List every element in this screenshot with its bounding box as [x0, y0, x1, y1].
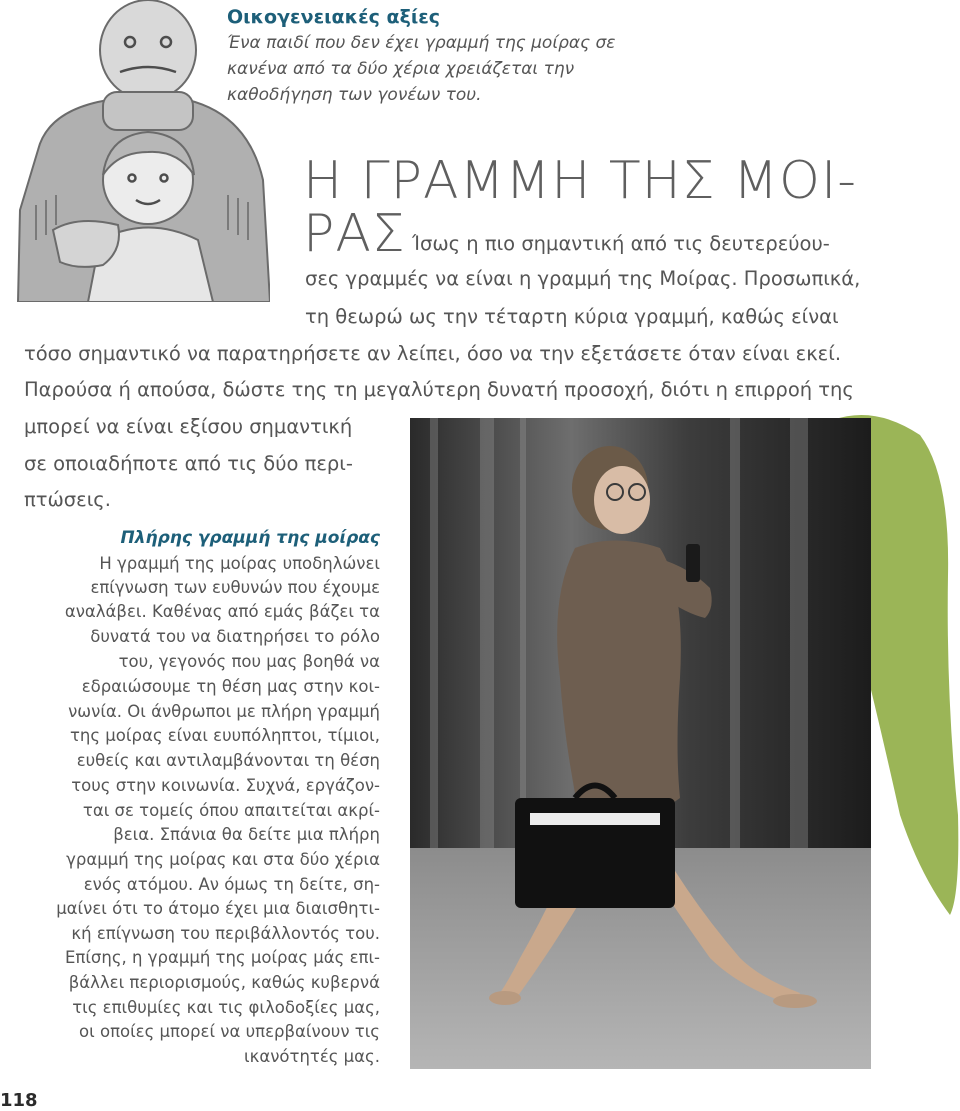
page-title: Η ΓΡΑΜΜΗ ΤΗΣ ΜΟΙ- [303, 151, 858, 211]
intro-line: σες γραμμές να είναι η γραμμή της Μοίρας. Προσωπικά, [305, 267, 861, 290]
section-line: μαίνει ότι το άτομο έχει μια διαισθητι- [56, 899, 380, 918]
page-number: 118 [0, 1090, 38, 1111]
intro-line: τη θεωρώ ως την τέταρτη κύρια γραμμή, καθώς είναι [305, 305, 839, 328]
intro-line: τόσο σημαντικό να παρατηρήσετε αν λείπει, όσο να την εξετάσετε όταν είναι εκεί. [24, 342, 842, 365]
intro-line: πτώσεις. [24, 488, 111, 511]
section-line: νωνία. Οι άνθρωποι με πλήρη γραμμή [68, 702, 380, 721]
section-line: ται σε τομείς όπου απαιτείται ακρί- [82, 801, 380, 820]
family-values-caption [227, 4, 616, 108]
section-line: του, γεγονός που μας βοηθά να [118, 652, 380, 671]
section-line: δυνατά του να διατηρήσει το ρόλο [90, 627, 380, 646]
intro-line: Ίσως η πιο σημαντική από τις δευτερεύου- [412, 232, 830, 255]
section-line: ενός ατόμου. Αν όμως τη δείτε, ση- [83, 875, 380, 894]
section-line: ευθείς και αντιλαμβάνονται τη θέση [76, 751, 380, 770]
section-line: επίγνωση των ευθυνών που έχουμε [90, 578, 380, 597]
page-title-continued: ΡΑΣ [303, 204, 406, 264]
intro-line: σε οποιαδήποτε από τις δύο περι- [24, 452, 353, 475]
section-line: βεια. Σπάνια θα δείτε μια πλήρη [113, 825, 380, 844]
section-line: ικανότητές μας. [244, 1047, 380, 1066]
intro-line: μπορεί να είναι εξίσου σημαντική [24, 415, 353, 438]
section-line: Επίσης, η γραμμή της μοίρας μάς επι- [64, 948, 380, 967]
section-line: της μοίρας είναι ευυπόληπτοι, τίμιοι, [69, 726, 380, 745]
intro-line: Παρούσα ή απούσα, δώστε της τη μεγαλύτερη δυνατή προσοχή, διότι η επιρροή της [24, 378, 854, 401]
section-heading: Πλήρης γραμμή της μοίρας [120, 528, 380, 548]
family-values-heading: Οικογενειακές αξίες [227, 6, 441, 28]
caption-line: Ένα παιδί που δεν έχει γραμμή της μοίρας σε [227, 33, 616, 53]
section-line: εδραιώσουμε τη θέση μας στην κοι- [81, 677, 380, 696]
section-line: τις επιθυμίες και τις φιλοδοξίες μας, [72, 998, 380, 1017]
section-line: γραμμή της μοίρας και στα δύο χέρια [66, 850, 380, 869]
section-line: βάλλει περιορισμούς, καθώς κυβερνά [68, 973, 380, 992]
caption-line: κανένα από τα δύο χέρια χρειάζεται την [227, 59, 575, 79]
section-line: οι οποίες μπορεί να υπερβαίνουν τις [79, 1022, 380, 1041]
section-line: κή επίγνωση του περιβάλλοντός του. [71, 924, 380, 943]
caption-line: καθοδήγηση των γονέων του. [227, 85, 482, 105]
section-line: τους στην κοινωνία. Συχνά, εργάζον- [71, 776, 380, 795]
section-line: Η γραμμή της μοίρας υποδηλώνει [99, 554, 380, 573]
section-line: αναλάβει. Καθένας από εμάς βάζει τα [64, 602, 380, 621]
walking-woman-photo [410, 418, 871, 1069]
